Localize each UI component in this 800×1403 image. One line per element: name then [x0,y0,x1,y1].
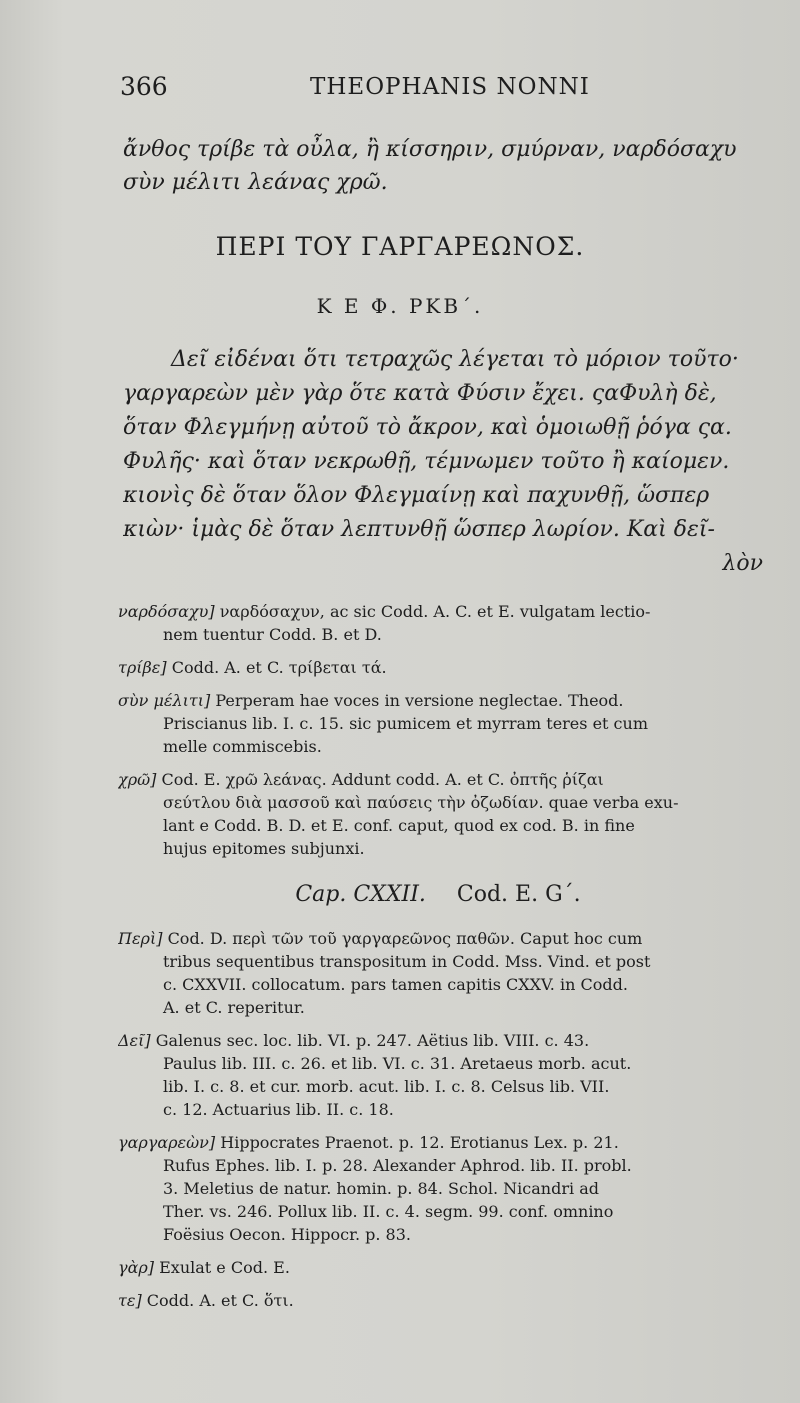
note-text: hujus epitomes subjunxi. [163,839,365,858]
note-text: tribus sequentibus transpositum in Codd. Mss. Vind. et post [163,952,651,971]
note-text: Hippocrates Praenot. p. 12. Erotianus Lex. p. 21. [220,1133,619,1152]
text-line: σὺν μέλιτι λεάνας χρῶ. [123,170,388,195]
page-header [120,72,760,112]
note-text: Foësius Oecon. Hippocr. p. 83. [163,1225,411,1244]
footnote [118,689,758,758]
note-text: c. 12. Actuarius lib. II. c. 18. [163,1100,394,1119]
note-text: Exulat e Cod. E. [159,1258,290,1277]
footnote [118,768,758,860]
text-line: γαργαρεὼν μὲν γὰρ ὅτε κατὰ Φύσιν ἔχει. ςαΦυλὴ δὲ, [123,381,717,406]
note-text: A. et C. reperitur. [163,998,305,1017]
note-lemma: σὺν μέλιτι] [118,691,211,710]
catchword: λὸν [722,551,763,576]
text-line: Φυλῆς· καὶ ὅταν νεκρωθῇ, τέμνωμεν τοῦτο ἢ καίομεν. [123,449,730,474]
note-lemma: χρῶ] [118,770,157,789]
footnote [118,600,758,646]
note-text: Ther. vs. 246. Pollux lib. II. c. 4. segm. 99. conf. omnino [163,1202,614,1221]
text-line: κιονὶς δὲ ὅταν ὅλον Φλεγμαίνῃ καὶ παχυνθῇ, ὥσπερ [123,483,710,508]
note-text: 3. Meletius de natur. homin. p. 84. Schol. Nicandri ad [163,1179,599,1198]
cap-heading [118,882,758,907]
note-text: melle commiscebis. [163,737,322,756]
note-text: σεύτλου διὰ μασσοῦ καὶ παύσεις τὴν ὀζωδίαν. quae verba exu- [163,793,679,812]
note-text: ναρδόσαχυν, ac sic Codd. A. C. et E. vulgatam lectio- [219,602,651,621]
note-lemma: ναρδόσαχυ] [118,602,215,621]
footnote [118,1131,758,1246]
chapter-body [123,343,763,581]
text-line: κιὼν· ἱμὰς δὲ ὅταν λεπτυνθῇ ὥσπερ λωρίον. Καὶ δεῖ- [123,517,715,542]
footnote [118,1256,758,1279]
note-text: Cod. E. χρῶ λεάνας. Addunt codd. A. et C. ὀπτῆς ῥίζαι [161,770,604,789]
running-title: THEOPHANIS NONNI [310,74,590,100]
note-lemma: Δεῖ] [118,1031,151,1050]
note-text: nem tuentur Codd. B. et D. [163,625,382,644]
page-number: 366 [120,72,168,101]
text-line: ὅταν Φλεγμήνῃ αὐτοῦ τὸ ἄκρον, καὶ ὁμοιωθῇ ῥόγα ςα. [123,415,732,440]
note-text: Galenus sec. loc. lib. VI. p. 247. Aëtius lib. VIII. c. 43. [155,1031,590,1050]
cap-number: Cap. CXXII. [295,882,426,907]
text-line: ἄνθος τρίβε τὰ οὖλα, ἢ κίσσηριν, σμύρναν, ναρδόσαχυ [123,137,737,162]
note-text: Priscianus lib. I. c. 15. sic pumicem et myrram teres et cum [163,714,648,733]
note-text: lib. I. c. 8. et cur. morb. acut. lib. I. c. 8. Celsus lib. VII. [163,1077,610,1096]
cap-codex: Cod. E. G΄. [456,882,581,907]
footnote [118,927,758,1019]
chapter-number: Κ Ε Φ. ΡΚΒ΄. [316,294,484,318]
intro-text [123,133,763,199]
note-text: Cod. D. περὶ τῶν τοῦ γαργαρεῶνος παθῶν. Caput hoc cum [167,929,643,948]
note-text: lant e Codd. B. D. et E. conf. caput, quod ex cod. B. in fine [163,816,635,835]
note-text: Codd. A. et C. τρίβεται τά. [171,658,387,677]
note-text: Paulus lib. III. c. 26. et lib. VI. c. 31. Aretaeus morb. acut. [163,1054,632,1073]
note-lemma: γὰρ] [118,1258,155,1277]
note-lemma: γαργαρεὼν] [118,1133,216,1152]
note-lemma: Περὶ] [118,929,163,948]
footnote [118,656,758,679]
note-text: Rufus Ephes. lib. I. p. 28. Alexander Aphrod. lib. II. probl. [163,1156,632,1175]
footnotes [118,600,758,1322]
footnote [118,1289,758,1312]
note-lemma: τρίβε] [118,658,167,677]
section-title: ΠΕΡΙ ΤΟΥ ΓΑΡΓΑΡΕΩΝΟΣ. [215,232,585,261]
note-text: c. CXXVII. collocatum. pars tamen capitis CXXV. in Codd. [163,975,628,994]
note-text: Perperam hae voces in versione neglectae. Theod. [215,691,624,710]
text-line: Δεῖ εἰδέναι ὅτι τετραχῶς λέγεται τὸ μόριον τοῦτο· [171,347,739,372]
footnote [118,1029,758,1121]
note-lemma: τε] [118,1291,142,1310]
note-text: Codd. A. et C. ὅτι. [146,1291,294,1310]
